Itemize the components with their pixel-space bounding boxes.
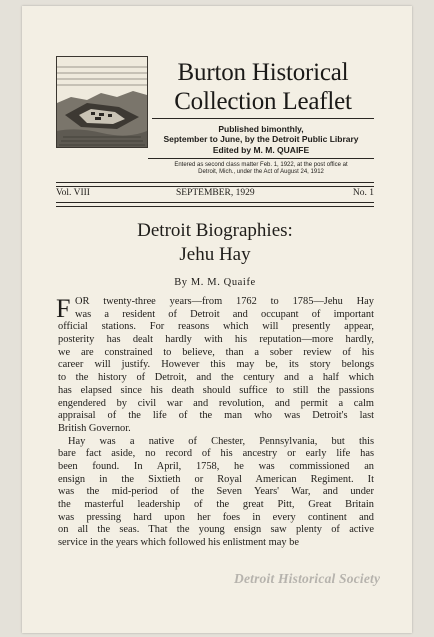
- issue-bottom-rule: [56, 202, 374, 207]
- volume-label: Vol. VIII: [56, 188, 90, 198]
- title-rule: [152, 118, 374, 119]
- article-byline: By M. M. Quaife: [174, 277, 256, 288]
- publication-schedule: September to June, by the Detroit Public Library: [163, 134, 359, 144]
- article-title-line2: Jehu Hay: [179, 244, 251, 265]
- article-line: appraisal of the life of the man who was Detroit's last: [58, 410, 374, 422]
- editor-credit: Edited by M. M. QUAIFE: [212, 145, 310, 155]
- issue-date: SEPTEMBER, 1929: [176, 188, 255, 198]
- postal-entry-line2: Detroit, Mich., under the Act of August 24, 1912: [198, 169, 324, 175]
- postal-entry-line1: Entered as second class matter Feb. 1, 1922, at the post office at: [174, 162, 348, 168]
- article-line: was the mid-period of the Seven Years' War, and under: [58, 486, 374, 498]
- article-line: OR twenty-three years—from 1762 to 1785—Jehu Hay: [75, 296, 374, 307]
- article-body: [58, 296, 374, 550]
- article-line: official stations. For reasons which will presently appear,: [58, 321, 374, 333]
- article-line: the masterful leadership of the great Pitt, Great Britain: [58, 499, 374, 510]
- article-line: been found. In April, 1758, he was commissioned an: [58, 460, 374, 472]
- article-line: was a resident of Detroit and occupant of important: [75, 308, 374, 320]
- issue-number: No. 1: [352, 188, 374, 198]
- entry-rule: [148, 158, 374, 159]
- article-line: ensign in the Sixtieth or Royal American Regiment. It: [58, 473, 374, 485]
- article-line: career will justify. However this may be, its story belongs: [58, 359, 374, 371]
- issue-info: [56, 188, 374, 200]
- article-line: has elapsed since his death should suffice to still the passions: [58, 384, 374, 396]
- article-line: on all the seas. That the young ensign saw plenty of active: [58, 524, 374, 536]
- article-line: engendered by civil war and revolution, and permit a calm: [58, 397, 374, 409]
- leaflet-title-line1: Burton Historical: [177, 59, 349, 86]
- issue-top-rule: [56, 182, 374, 187]
- article-title-line1: Detroit Biographies:: [137, 220, 293, 241]
- masthead: [56, 56, 374, 182]
- article-line: posterity has dealt hardly with his reputation—more hardly,: [58, 334, 374, 346]
- leaflet-page: [22, 6, 412, 633]
- drop-cap: F: [56, 294, 71, 323]
- article-line: to the history of Detroit, and the century and a half which: [58, 372, 374, 384]
- article-line: Hay was a native of Chester, Pennsylvania, but this: [68, 435, 374, 447]
- article-line: service in the years which followed his enlistment may be: [58, 537, 299, 549]
- leaflet-title-line2: Collection Leaflet: [174, 88, 352, 115]
- article-line: we are constrained to believe, than a sober review of his: [58, 346, 374, 358]
- fort-engraving-image: [56, 56, 148, 148]
- article-line: was pressing hard upon her foes in every continent and: [58, 511, 374, 523]
- article-line: British Governor.: [58, 422, 131, 434]
- publication-frequency: Published bimonthly,: [218, 124, 304, 134]
- article-line: bare fact aside, no record of his ancestry or early life has: [58, 448, 374, 460]
- watermark-text: Detroit Historical Society: [234, 571, 381, 586]
